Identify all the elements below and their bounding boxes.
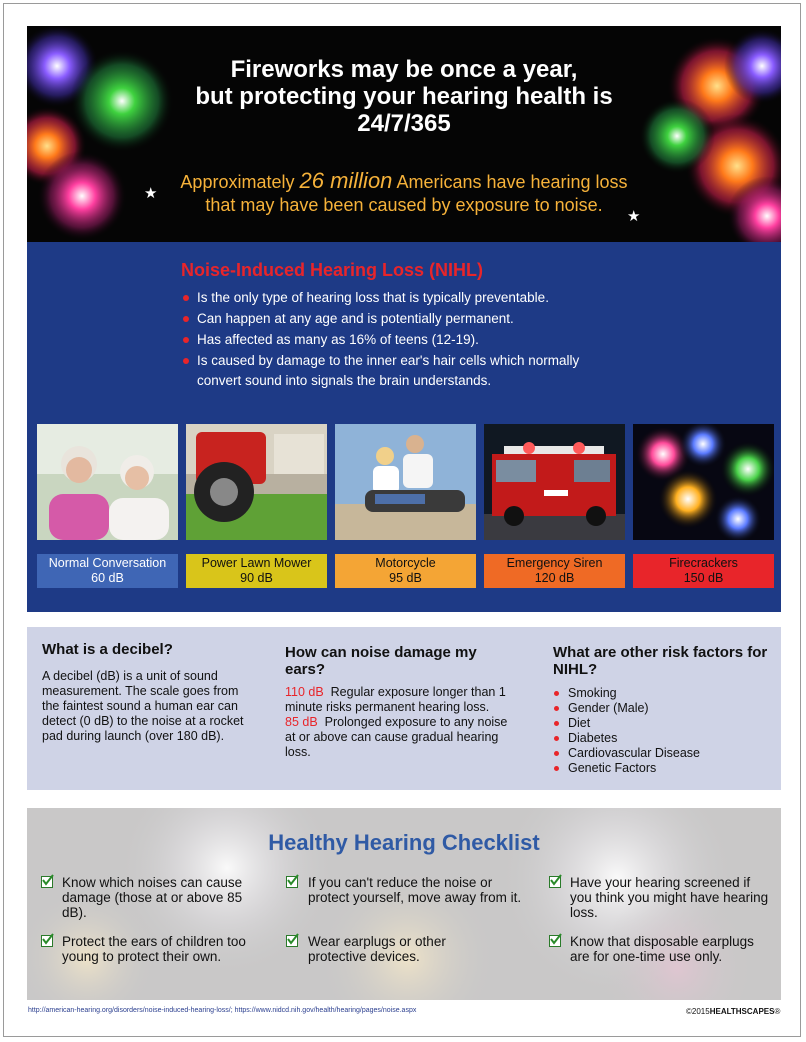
nihl-bullet-list [181, 288, 781, 392]
risk-factor-list [553, 686, 700, 776]
photo-fire-truck [484, 424, 625, 540]
checkbox-checked-icon [286, 876, 298, 888]
photo-lawn-mower [186, 424, 327, 540]
checkbox-checked-icon [549, 935, 561, 947]
checkbox-checked-icon [41, 935, 53, 947]
photo-motorcycle [335, 424, 476, 540]
damage-heading: How can noise damage my ears? [285, 644, 477, 678]
list-item: Genetic Factors [553, 761, 700, 776]
label-normal-conversation: Normal Conversation 60 dB [37, 554, 178, 588]
star-icon: ★ [627, 208, 641, 225]
list-item: Can happen at any age and is potentially permanent. [181, 309, 781, 329]
checkbox-checked-icon [286, 935, 298, 947]
info-section [27, 627, 781, 790]
photo-firecrackers [633, 424, 774, 540]
checklist-item: Know which noises can cause damage (those at or above 85 dB). [62, 875, 243, 920]
star-icon: ★ [144, 185, 158, 202]
sub-emphasis: 26 million [299, 168, 393, 193]
sub-line1-rest: Americans have hearing loss [396, 172, 628, 192]
risk-heading: What are other risk factors for NIHL? [553, 644, 768, 678]
checkbox-checked-icon [549, 876, 561, 888]
nihl-section [27, 242, 781, 612]
page-title [27, 56, 781, 137]
header-subtitle [27, 169, 781, 217]
title-line-1: Fireworks may be once a year, [230, 56, 578, 83]
damage-item: 110 dB Regular exposure longer than 1 minute risks permanent hearing loss. [285, 685, 506, 714]
bullet-icon [554, 736, 559, 741]
list-item: Gender (Male) [553, 701, 700, 716]
copyright: ©2015HEALTHSCAPES® [686, 1007, 781, 1016]
sub-prefix: Approximately [180, 172, 295, 192]
bullet-icon [554, 721, 559, 726]
checklist-item: If you can't reduce the noise or protect yourself, move away from it. [308, 875, 522, 905]
damage-item: 85 dB Prolonged exposure to any noise at or above can cause gradual hearing loss. [285, 715, 508, 759]
bullet-icon [554, 706, 559, 711]
list-item: Smoking [553, 686, 700, 701]
checklist-title: Healthy Hearing Checklist [268, 830, 540, 855]
checklist-item: Have your hearing screened if you think you might have hearing loss. [570, 875, 769, 920]
checklist-item: Protect the ears of children too young to protect their own. [62, 934, 246, 964]
list-item: Is caused by damage to the inner ear's hair cells which normally convert sound into signals the brain understands. [181, 351, 617, 391]
list-item: Has affected as many as 16% of teens (12-19). [181, 330, 781, 350]
list-item: Is the only type of hearing loss that is typically preventable. [181, 288, 781, 308]
title-line-3: 24/7/365 [357, 110, 451, 137]
label-firecrackers: Firecrackers 150 dB [633, 554, 774, 588]
list-item: Diet [553, 716, 700, 731]
title-line-2: but protecting your hearing health is [195, 83, 613, 110]
label-motorcycle: Motorcycle 95 dB [335, 554, 476, 588]
decibel-heading: What is a decibel? [42, 641, 173, 658]
checkbox-checked-icon [41, 876, 53, 888]
header-banner [27, 26, 781, 242]
decibel-text: A decibel (dB) is a unit of sound measurement. The scale goes from the faintest sound a human ear can detect (0 dB) to the noise at a rocket pad during launch (over 180 dB). [42, 669, 244, 743]
bullet-icon [554, 751, 559, 756]
checklist-section [27, 808, 781, 1000]
sub-line-2: that may have been caused by exposure to noise. [205, 195, 603, 215]
source-links[interactable]: http://american-hearing.org/disorders/noise-induced-hearing-loss/; https://www.nidcd.nih.gov/health/hearing/pages/noise.aspx [28, 1007, 417, 1014]
list-item: Diabetes [553, 731, 700, 746]
bullet-icon [183, 358, 189, 364]
photo-conversation [37, 424, 178, 540]
nihl-title: Noise-Induced Hearing Loss (NIHL) [181, 260, 484, 280]
label-emergency-siren: Emergency Siren 120 dB [484, 554, 625, 588]
bullet-icon [554, 691, 559, 696]
checklist-item: Wear earplugs or other protective devices. [308, 934, 446, 964]
list-item: Cardiovascular Disease [553, 746, 700, 761]
checklist-item: Know that disposable earplugs are for one-time use only. [570, 934, 754, 964]
bullet-icon [183, 295, 189, 301]
label-power-lawn-mower: Power Lawn Mower 90 dB [186, 554, 327, 588]
brand-logo: HEALTHSCAPES [709, 1007, 775, 1016]
bullet-icon [183, 316, 189, 322]
bullet-icon [554, 766, 559, 771]
bullet-icon [183, 337, 189, 343]
